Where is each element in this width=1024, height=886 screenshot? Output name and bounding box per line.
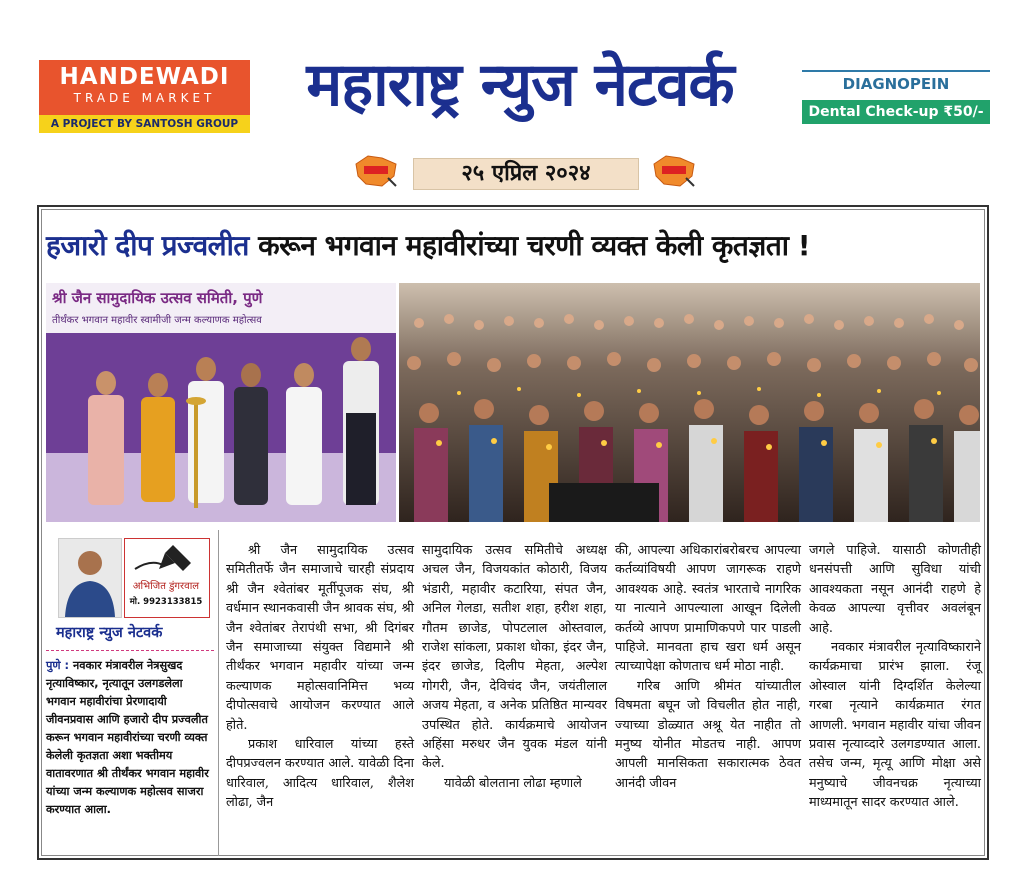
organization-name: महाराष्ट्र न्युज नेटवर्क bbox=[56, 625, 163, 641]
column-2-paragraph-1: सामुदायिक उत्सव समितीचे अध्यक्ष अचल जैन, विजयकांत कोठारी, विजय भंडारी, महावीर कटारिया, संपत जैन, अनिल गेलडा, सतीश शहा, हरीश शहा, गौतम छाजेड, पोपटलाल ओस्तवाल, राजेश सांकला, प्रकाश धोका, इंदर जैन, इंदर छाजेड, दिलीप मेहता, अल्पेश गोगरी, जैन, देविचंद जैन, जयंतीलाल अजय मेहता, व अनेक प्रतिष्ठित मान्यवर उपस्थित होते. कार्यक्रमाचे आयोजन अहिंसा मरुधर जैन युवक मंडल यांनी केले. bbox=[422, 543, 607, 772]
column-rule bbox=[218, 530, 219, 856]
map-logo-icon bbox=[650, 152, 698, 192]
headline-highlight: हजारो दीप प्रज्वलीत bbox=[46, 229, 249, 262]
summary-text: नवकार मंत्रावरील नेत्रसुखद नृत्याविष्कार, नृत्यातून उलगडलेला भगवान महावीरांचा प्रेरणादायी जीवनप्रवास आणि हजारो दीप प्रज्वलीत करून भगवान महावीरांच्या चरणी व्यक्त केलेली कृतज्ञता अशा भक्तीमय वातावरणात श्री तीर्थंकर भगवान महावीर यांच्या जन्म कल्याणक महोत्सव साजरा करण्यात आला. bbox=[46, 659, 209, 816]
diagnopein-brand: DIAGNOPEIN bbox=[842, 75, 950, 93]
column-1-paragraph-1: श्री जैन सामुदायिक उत्सव समितीतर्फे जैन समाजाचे चारही संप्रदाय श्री जैन श्वेतांबर मूर्तीपूजक संघ, श्री वर्धमान स्थानकवासी जैन श्रावक संघ, श्री जैन श्वेतांबर तेरापंथी सभा, श्री दिगंबर जैन समाजाच्या संयुक्त विद्यमाने श्री तीर्थंकर भगवान महावीर यांच्या जन्म कल्याणक महोत्सवानिमित्त भव्य दीपोत्सवाचे आयोजन करण्यात आले होते. bbox=[226, 543, 414, 733]
column-4-paragraph-1: जगले पाहिजे. यासाठी कोणतीही धनसंपत्ती आणि सुविधा यांची आवश्यकता नसून आनंदी राहणे हे केवळ आपल्या वृत्तीवर अवलंबून आहे. bbox=[809, 543, 981, 636]
ad-divider bbox=[802, 70, 990, 72]
handewadi-ad-title: HANDEWADI bbox=[59, 64, 230, 90]
banner-line-1: श्री जैन सामुदायिक उत्सव समिती, पुणे bbox=[52, 289, 263, 307]
summary-dateline: पुणे : bbox=[46, 659, 70, 672]
handewadi-ad-tagline: A PROJECT BY SANTOSH GROUP bbox=[39, 115, 250, 133]
handewadi-ad[interactable] bbox=[39, 60, 250, 133]
author-photo bbox=[58, 538, 122, 618]
article-summary bbox=[46, 657, 216, 857]
pen-nib-icon bbox=[125, 539, 209, 579]
dental-offer: Dental Check-up ₹50/- bbox=[802, 100, 990, 124]
article-column-4 bbox=[809, 541, 981, 813]
column-3-paragraph-1: की, आपल्या अधिकारांबरोबरच आपल्या कर्तव्यांविषयी आपण जागरूक राहणे आवश्यक आहे. स्वतंत्र भारताचे नागरिक या नात्याने आपल्याला आखून दिलेली कर्तव्ये आपण प्रामाणिकपणे पार पाडली पाहिजे. मानवता हाच खरा धर्म असून त्याच्यापेक्षा कोणताच धर्म मोठा नाही. bbox=[615, 543, 801, 675]
crowd-photo bbox=[399, 283, 980, 522]
author-name: अभिजित डुंगरवाल bbox=[132, 581, 200, 592]
diagnopein-ad[interactable] bbox=[802, 70, 990, 126]
map-logo-icon bbox=[352, 152, 400, 192]
stage-photo bbox=[46, 283, 396, 522]
column-4-paragraph-2: नवकार मंत्रावरील नृत्याविष्काराने कार्यक्रमाचा प्रारंभ झाला. रंजू ओस्वाल यांनी दिग्दर्शित केलेल्या गरबा नृत्याने कार्यक्रमात रंगत आणली. भगवान महावीर यांचा जीवन प्रवास नृत्याव्दारे उलगडण्यात आला. तसेच जन्म, मृत्यू आणि मोक्षा असे मनुष्याचे जीवनचक्र नृत्याच्या माध्यमातून सादर करण्यात आले. bbox=[809, 640, 981, 811]
column-3-paragraph-2: गरिब आणि श्रीमंत यांच्यातील विषमता बघून जो विचलीत होत नाही, ज्याच्या डोळ्यात अश्रू येत नाहीत तो मनुष्य योनीत मोडतच नाही. आपण आपली मानसिकता सकारात्मक ठेवत आनंदी जीवन bbox=[615, 678, 801, 791]
newspaper-masthead: महाराष्ट्र न्युज नेटवर्क bbox=[306, 50, 734, 120]
handewadi-ad-top bbox=[39, 60, 250, 115]
column-2-paragraph-2: यावेळी बोलताना लोढा म्हणाले bbox=[444, 775, 582, 791]
banner-line-2: तीर्थंकर भगवान महावीर स्वामीजी जन्म कल्याणक महोत्सव bbox=[52, 315, 262, 326]
article-column-3 bbox=[615, 541, 801, 793]
publication-date: २५ एप्रिल २०२४ bbox=[413, 158, 639, 190]
author-phone: मो. 9923133815 bbox=[129, 597, 203, 607]
headline-rest: करून भगवान महावीरांच्या चरणी व्यक्त केली कृतज्ञता ! bbox=[248, 229, 811, 262]
dashed-divider bbox=[46, 650, 214, 651]
article-column-1 bbox=[226, 541, 414, 813]
article-column-2 bbox=[422, 541, 607, 793]
byline-box bbox=[58, 538, 203, 618]
handewadi-ad-subtitle: TRADE MARKET bbox=[73, 91, 216, 105]
article-headline bbox=[46, 226, 981, 266]
column-1-paragraph-2: प्रकाश धारिवाल यांच्या हस्ते दीपप्रज्वलन करण्यात आले. यावेळी दिना धारिवाल, आदित्य धारिवाल, शैलेश लोढा, जैन bbox=[226, 737, 414, 811]
